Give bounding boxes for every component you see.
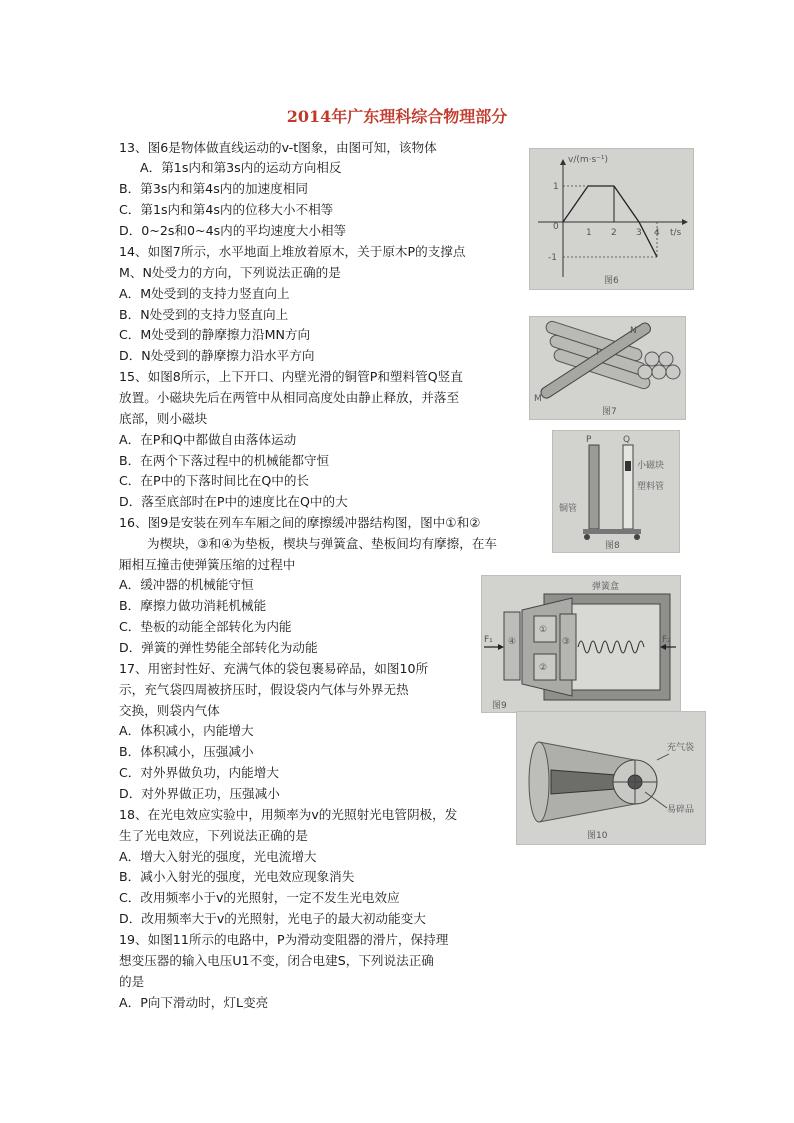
fig6-tick-x4: 4 (654, 228, 660, 238)
fig7-label-p: P (596, 348, 602, 358)
fig6-t-label: t/s (670, 228, 682, 238)
q17-stem-cont2: 交换，则袋内气体 (119, 703, 220, 718)
fig10-label-fragile: 易碎品 (667, 805, 695, 815)
fig8-label-plastic: 塑料管 (637, 482, 665, 492)
q16-stem: 16、图9是安装在列车车厢之间的摩擦缓冲器结构图，图中①和② (119, 515, 481, 530)
q16-option-a: A．缓冲器的机械能守恒 (119, 577, 254, 592)
figure-9-buffer (481, 575, 681, 713)
fig6-axis-label: v/(m·s⁻¹) (568, 155, 609, 165)
fig9-label-2: ② (539, 663, 548, 673)
figure-6-vt-graph (529, 148, 694, 290)
fig9-label-springbox: 弹簧盒 (592, 582, 620, 592)
q19-stem: 19、如图11所示的电路中，P为滑动变阻器的滑片，保持理 (119, 932, 449, 947)
q14-stem: 14、如图7所示，水平地面上堆放着原木，关于原木P的支撑点 (119, 244, 466, 259)
q18-option-d: D．改用频率大于v的光照射，光电子的最大初动能变大 (119, 911, 426, 926)
fig6-tick-x1: 1 (586, 228, 592, 238)
q18-stem-cont: 生了光电效应，下列说法正确的是 (119, 828, 308, 843)
q17-option-a: A．体积减小，内能增大 (119, 723, 254, 738)
fig7-caption: 图7 (602, 407, 617, 417)
q15-option-a: A．在P和Q中都做自由落体运动 (119, 432, 297, 447)
fig6-tick-origin: 0 (553, 222, 559, 232)
q17-option-b: B．体积减小，压强减小 (119, 744, 254, 759)
fig6-caption: 图6 (604, 276, 619, 286)
q16-option-d: D．弹簧的弹性势能全部转化为动能 (119, 640, 318, 655)
fig7-label-m: M (534, 394, 542, 404)
q17-option-d: D．对外界做正功，压强减小 (119, 786, 280, 801)
q14-option-d: D．N处受到的静摩擦力沿水平方向 (119, 348, 315, 363)
fig6-tick-y-1: -1 (548, 253, 557, 263)
q16-option-c: C．垫板的动能全部转化为内能 (119, 619, 292, 634)
q18-option-a: A．增大入射光的强度，光电流增大 (119, 849, 317, 864)
q16-stem-cont2: 厢相互撞击使弹簧压缩的过程中 (119, 557, 296, 572)
fig9-label-3: ③ (562, 637, 571, 647)
figure-10-airbag (516, 711, 706, 845)
fig9-caption: 图9 (492, 701, 507, 711)
fig8-label-copper: 铜管 (559, 504, 578, 514)
q13-stem: 13、图6是物体做直线运动的v-t图象，由图可知，该物体 (119, 140, 437, 155)
q18-option-c: C．改用频率小于v的光照射，一定不发生光电效应 (119, 890, 400, 905)
fig7-label-n: N (630, 326, 637, 336)
q13-option-b: B．第3s内和第4s内的加速度相同 (119, 181, 308, 196)
q13-option-d: D．0~2s和0~4s内的平均速度大小相等 (119, 223, 347, 238)
q15-stem-cont2: 底部，则小磁块 (119, 411, 208, 426)
q15-stem-cont: 放置。小磁块先后在两管中从相同高度处由静止释放，并落至 (119, 390, 460, 405)
q14-option-a: A．M处受到的支持力竖直向上 (119, 286, 290, 301)
fig8-caption: 图8 (605, 541, 620, 551)
q14-option-b: B．N处受到的支持力竖直向上 (119, 307, 289, 322)
q15-option-b: B．在两个下落过程中的机械能都守恒 (119, 453, 330, 468)
q16-option-b: B．摩擦力做功消耗机械能 (119, 598, 267, 613)
q18-stem: 18、在光电效应实验中，用频率为v的光照射光电管阴极，发 (119, 807, 458, 822)
q19-stem-cont: 想变压器的输入电压U1不变，闭合电建S，下列说法正确 (119, 953, 434, 968)
q19-option-a: A．P向下滑动时，灯L变亮 (119, 995, 269, 1010)
fig8-label-p: P (586, 435, 592, 445)
fig8-label-q: Q (623, 435, 631, 445)
fig9-label-f1: F₁ (484, 635, 493, 645)
fig9-label-f2: F₂ (662, 635, 671, 645)
q14-option-c: C．M处受到的静摩擦力沿MN方向 (119, 327, 311, 342)
q13-option-a: A．第1s内和第3s内的运动方向相反 (140, 160, 342, 175)
q17-stem: 17、用密封性好、充满气体的袋包裹易碎品，如图10所 (119, 661, 429, 676)
fig6-tick-x2: 2 (611, 228, 617, 238)
fig9-label-4: ④ (508, 637, 517, 647)
q15-option-d: D．落至底部时在P中的速度比在Q中的大 (119, 494, 348, 509)
q13-option-c: C．第1s内和第4s内的位移大小不相等 (119, 202, 334, 217)
figure-8-tubes (552, 430, 680, 553)
fig10-label-airbag: 充气袋 (667, 743, 695, 753)
q19-stem-cont2: 的是 (119, 974, 145, 989)
fig9-label-1: ① (539, 625, 548, 635)
q16-stem-cont: 为楔块，③和④为垫板，楔块与弹簧盒、垫板间均有摩擦，在车 (147, 536, 498, 551)
fig8-label-magnet: 小磁块 (637, 461, 665, 471)
q15-stem: 15、如图8所示，上下开口、内壁光滑的铜管P和塑料管Q竖直 (119, 369, 463, 384)
figure-7-logs (529, 316, 686, 420)
q15-option-c: C．在P中的下落时间比在Q中的长 (119, 473, 310, 488)
fig10-caption: 图10 (587, 831, 608, 841)
q17-option-c: C．对外界做负功，内能增大 (119, 765, 279, 780)
q17-stem-cont: 示，充气袋四周被挤压时，假设袋内气体与外界无热 (119, 682, 409, 697)
page-title: 2014年广东理科综合物理部分 (286, 107, 508, 126)
q14-stem-cont: M、N处受力的方向，下列说法正确的是 (119, 265, 341, 280)
q18-option-b: B．减小入射光的强度，光电效应现象消失 (119, 869, 355, 884)
fig6-tick-y1: 1 (553, 182, 559, 192)
fig6-tick-x3: 3 (636, 228, 642, 238)
